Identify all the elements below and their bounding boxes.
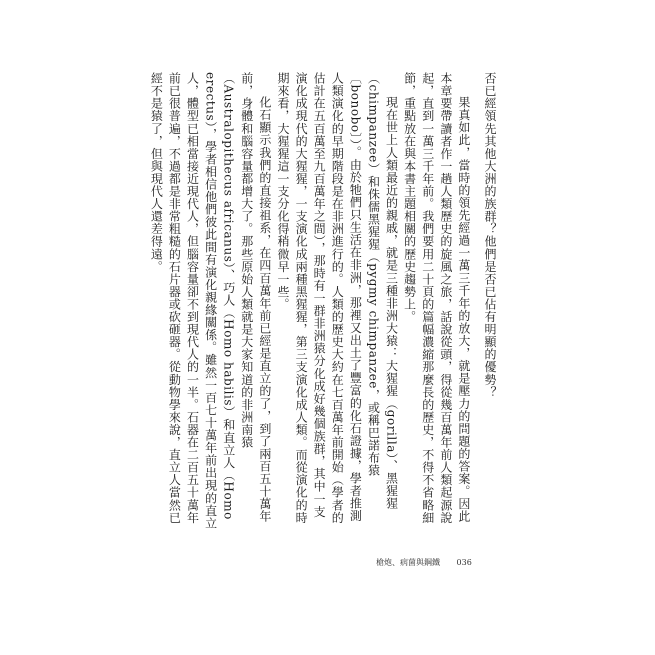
- running-title: 槍炮、病菌與鋼鐵: [376, 558, 440, 567]
- page-number: 036: [456, 558, 472, 567]
- paragraph: 現在世上人類最近的親戚，就是三種非洲大猿：大猩猩（gorilla）、黑猩猩（chimpanzee）和侏儒黑猩猩（pygmy chimpanzee，或稱巴諾布猿〔bonobo〕）。由於牠們只生活在非洲，那裡又出土了豐富的化石證據，學者推測人類演化的早期階段是在非洲進行的。人類的歷史大約在七百萬年前開始（學者的估計在五百萬至九百萬年之間），那時有一群非洲猿分化成好幾個族群，其中一支演化成現代的大猩猩，一支演化成兩種黑猩猩，第三支演化成人類。而從演化的時期來看，大猩猩這一支分化得稍微早一些。: [275, 72, 399, 524]
- paragraph: 果真如此，當時的領先經過一萬三千年的放大，就是壓力的問題的答案。因此本章要帶讀者作一趟人類歷史的旋風之旅，話說從頭，得從幾百萬年前人類起源說起，直到一萬三千年前。我們要用二十頁的篇幅濃縮那麼長的歷史，不得不省略細節，重點放在與本書主題相關的歷史趨勢上。: [402, 72, 471, 524]
- paragraph: 否已經領先其他大洲的族群？他們是否已佔有明顯的優勢？: [483, 72, 497, 399]
- paragraph: 化石顯示我們的直接祖系，在四百萬年前已經是直立的了，到了兩百五十萬年前，身體和腦容量都增大了。那些原始人類就是大家知道的非洲南猿（Australopithecus africanus）、巧人（Homo habilis）和直立人（Homo erectus），學者相信他們彼此間有演化親緣關係。雖然一百七十萬年前出現的直立人，體型已相當接近現代人，但腦容量卻不到現代人的一半。石器在二百五十萬年前已很普遍，不過都是非常粗糙的石片器或砍砸器。從動物學來說，直立人當然已經不是猿了，但與現代人還差得遠。: [149, 72, 272, 530]
- page-footer: [376, 557, 472, 568]
- paragraph-gap: [473, 72, 481, 530]
- body-text: [149, 72, 499, 530]
